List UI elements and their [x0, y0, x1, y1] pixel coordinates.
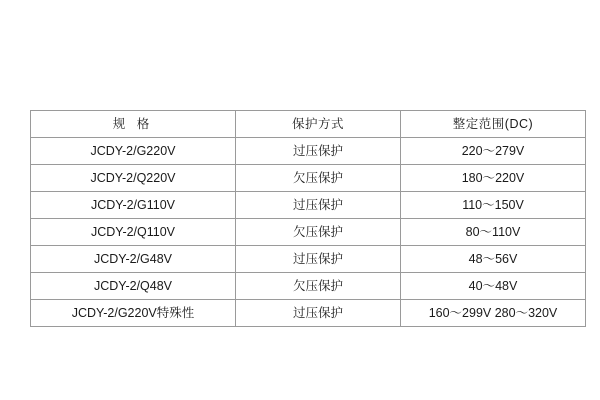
column-header-setting-range: 整定范围(DC): [401, 111, 586, 138]
column-header-protection-mode: 保护方式: [236, 111, 401, 138]
cell-spec: JCDY-2/Q220V: [31, 165, 236, 192]
cell-protection-mode: 过压保护: [236, 300, 401, 327]
cell-setting-range: 80～110V: [401, 219, 586, 246]
table-row: [31, 273, 586, 300]
table-row: [31, 192, 586, 219]
cell-spec: JCDY-2/Q110V: [31, 219, 236, 246]
cell-setting-range: 180～220V: [401, 165, 586, 192]
cell-spec: JCDY-2/G220V: [31, 138, 236, 165]
cell-protection-mode: 欠压保护: [236, 273, 401, 300]
cell-setting-range: 220～279V: [401, 138, 586, 165]
cell-spec: JCDY-2/Q48V: [31, 273, 236, 300]
cell-setting-range: 40～48V: [401, 273, 586, 300]
table-row: [31, 246, 586, 273]
cell-spec: JCDY-2/G48V: [31, 246, 236, 273]
cell-protection-mode: 过压保护: [236, 246, 401, 273]
column-header-spec-label: 规 格: [112, 117, 154, 131]
cell-setting-range: 110～150V: [401, 192, 586, 219]
table-row: [31, 138, 586, 165]
table-row: [31, 165, 586, 192]
table-header-row: [31, 111, 586, 138]
cell-spec: JCDY-2/G110V: [31, 192, 236, 219]
cell-setting-range: 160～299V 280～320V: [401, 300, 586, 327]
cell-protection-mode: 欠压保护: [236, 219, 401, 246]
cell-protection-mode: 过压保护: [236, 138, 401, 165]
cell-protection-mode: 过压保护: [236, 192, 401, 219]
cell-protection-mode: 欠压保护: [236, 165, 401, 192]
table-row: [31, 300, 586, 327]
spec-table-container: [30, 110, 570, 327]
specification-table: [30, 110, 586, 327]
cell-setting-range: 48～56V: [401, 246, 586, 273]
column-header-spec: [31, 111, 236, 138]
table-row: [31, 219, 586, 246]
cell-spec: JCDY-2/G220V特殊性: [31, 300, 236, 327]
